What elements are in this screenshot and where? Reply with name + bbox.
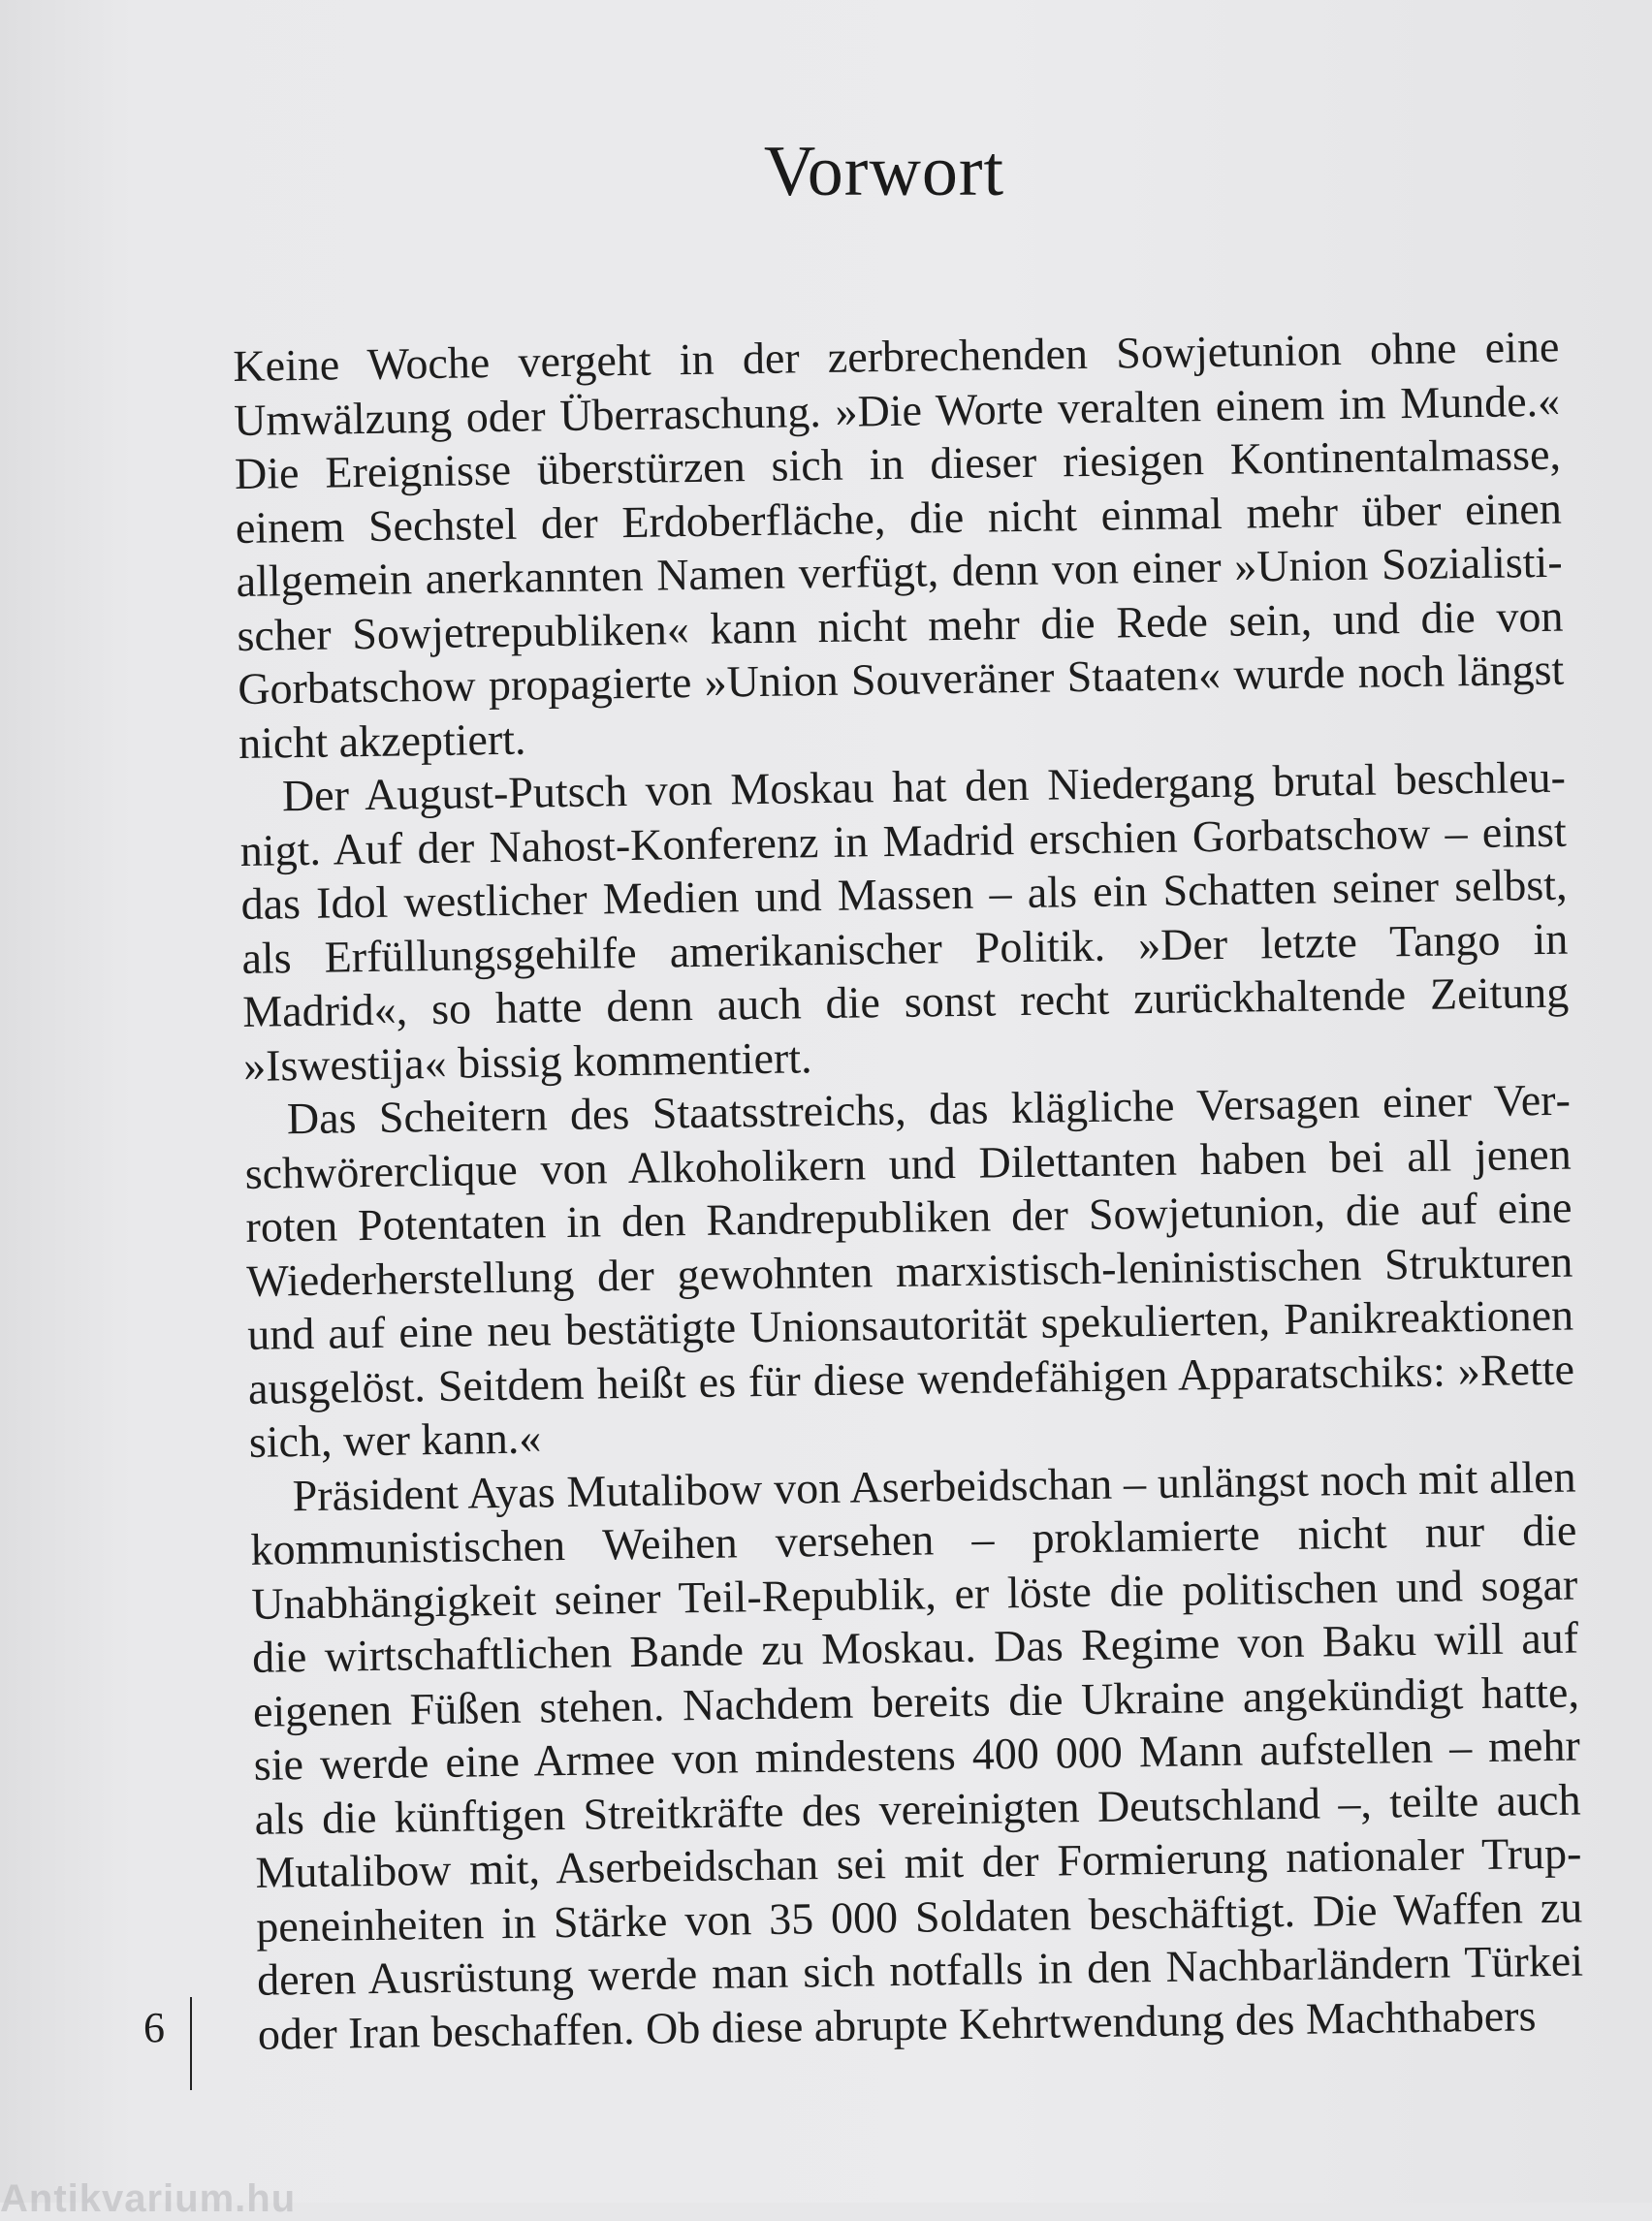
paragraph-2: Der August-Putsch von Moskau hat den Niedergang brutal beschleunigt. Auf der Nahost-Konferenz in Madrid erschien Gorbatschow – einst das Idol westlicher Medien und Massen – als ein Schatten seiner selbst, als Erfüllungsgehilfe amerikanischer Politik. »Der letzte Tango in Madrid«, so hatte denn auch die sonst recht zurückhaltende Zeitung »Iswestija« bissig kommentiert. bbox=[239, 751, 1570, 1091]
chapter-title: Vorwort bbox=[763, 132, 1005, 211]
paragraph-1: Keine Woche vergeht in der zerbrechenden Sowjetunion ohne eine Umwälzung oder Überraschung. »Die Worte veralten einem im Munde.« Die Ereignisse überstürzen sich in dieser riesigen Kontinentalmasse, einem Sechstel der Erdoberfläche, die nicht einmal mehr über einen allgemein anerkannten Namen verfügt, denn von einer »Union Sozialistischer Sowjetrepubliken« kann nicht mehr die Rede sein, und die von Gorbatschow propagierte »Union Souveräner Staaten« wurde noch längst nicht akzeptiert. bbox=[233, 321, 1565, 768]
paragraph-4: Präsident Ayas Mutalibow von Aserbeidschan – unlängst noch mit allen kommunistischen Weihen versehen – proklamierte nicht nur die Unabhängigkeit seiner Teil-Republik, er löste die politischen und sogar die wirtschaftlichen Bande zu Moskau. Das Regime von Baku will auf eigenen Füßen stehen. Nachdem bereits die Ukraine angekündigt hatte, sie werde eine Armee von mindestens 400 000 Mann aufstellen – mehr als die künftigen Streitkräfte des vereinigten Deutschland –, teilte auch Mutalibow mit, Aserbeidschan sei mit der Formierung nationaler Truppeneinheiten in Stärke von 35 000 Soldaten beschäftigt. Die Waffen zu deren Ausrüstung werde man sich notfalls in den Nachbarländern Türkei oder Iran beschaffen. Ob diese abrupte Kehrtwendung des Machthabers bbox=[250, 1451, 1584, 2059]
body-text bbox=[233, 320, 1584, 2061]
page-number: 6 bbox=[143, 2004, 165, 2051]
paragraph-3: Das Scheitern des Staatsstreichs, das klägliche Versagen einer Verschwörerclique von Alkoholikern und Dilettanten haben bei all jenen roten Potentaten in den Randrepubliken der Sowjetunion, die auf eine Wiederherstellung der gewohnten marxistisch-leninistischen Strukturen und auf eine neu bestätigte Unionsautorität spekulierten, Panikreaktionen ausgelöst. Seitdem heißt es für diese wendefähigen Apparatschiks: »Rette sich, wer kann.« bbox=[244, 1074, 1575, 1467]
watermark: Antikvarium.hu bbox=[0, 2177, 297, 2220]
page-number-rule bbox=[190, 1997, 192, 2090]
